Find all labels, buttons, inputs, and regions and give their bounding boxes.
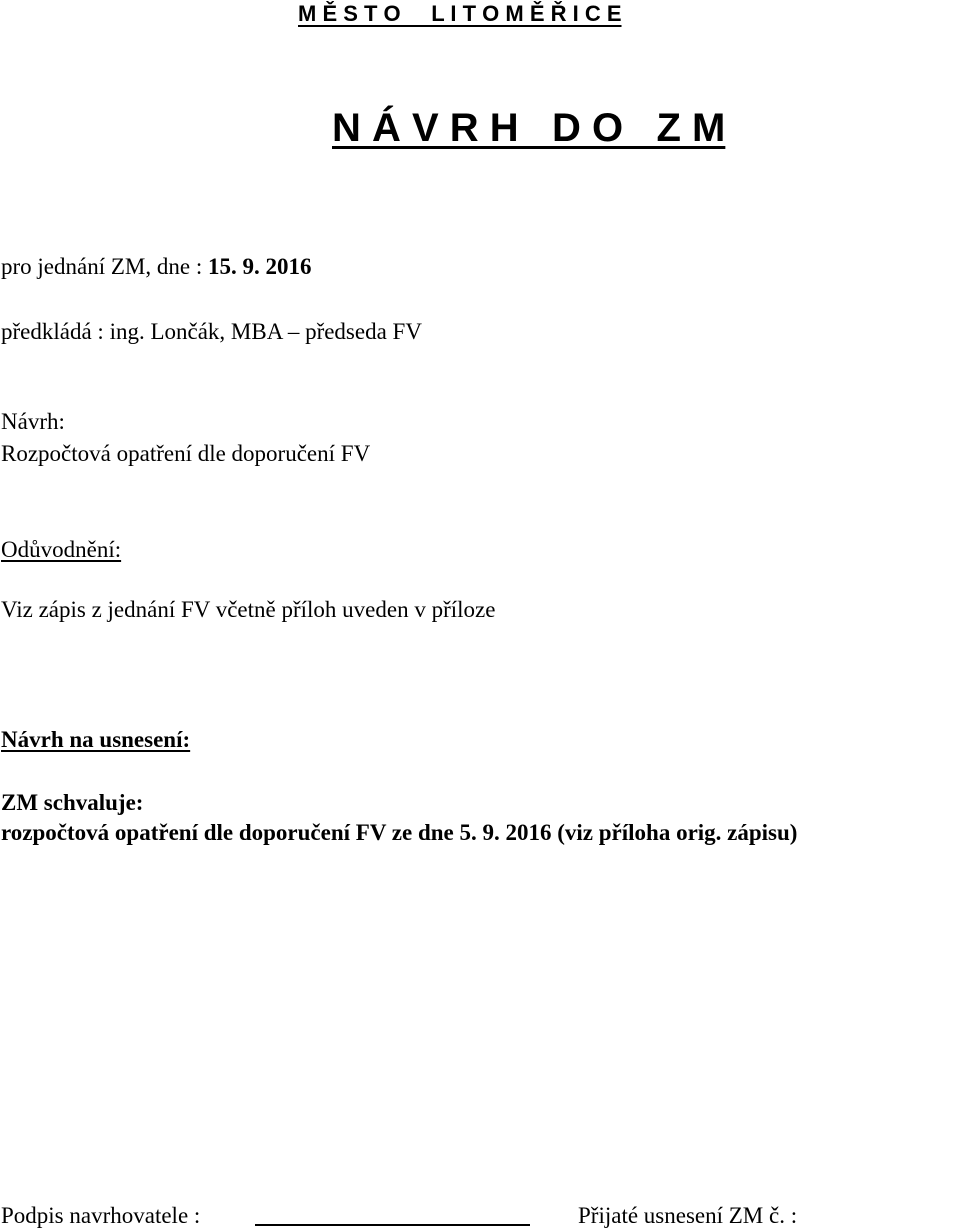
accepted-resolution-label: Přijaté usnesení ZM č. : [578, 1203, 798, 1228]
resolution-heading: Návrh na usnesení: [1, 727, 191, 752]
presenter-name: ing. Lončák, MBA – předseda FV [109, 319, 422, 344]
resolution-line1: ZM schvaluje: [1, 790, 144, 815]
presenter-label: předkládá : [1, 319, 110, 344]
proposal-heading: Návrh: [1, 409, 65, 434]
meeting-line [1, 255, 311, 278]
resolution-line2: rozpočtová opatření dle doporučení FV ze dne 5. 9. 2016 (viz příloha orig. zápisu) [1, 820, 798, 845]
justification-heading: Odůvodnění: [1, 537, 122, 562]
signature-label: Podpis navrhovatele : [1, 1203, 201, 1228]
justification-text: Viz zápis z jednání FV včetně příloh uveden v příloze [1, 597, 496, 622]
signature-line [255, 1224, 530, 1226]
document-title: N Á V R H D O Z M [332, 106, 726, 150]
meeting-date: 15. 9. 2016 [207, 254, 312, 279]
presenter-line [1, 320, 422, 343]
city-header: M Ě S T O L I T O M Ě Ř I C E [298, 1, 622, 26]
proposal-text: Rozpočtová opatření dle doporučení FV [1, 441, 371, 466]
meeting-label: pro jednání ZM, dne : [1, 254, 208, 279]
